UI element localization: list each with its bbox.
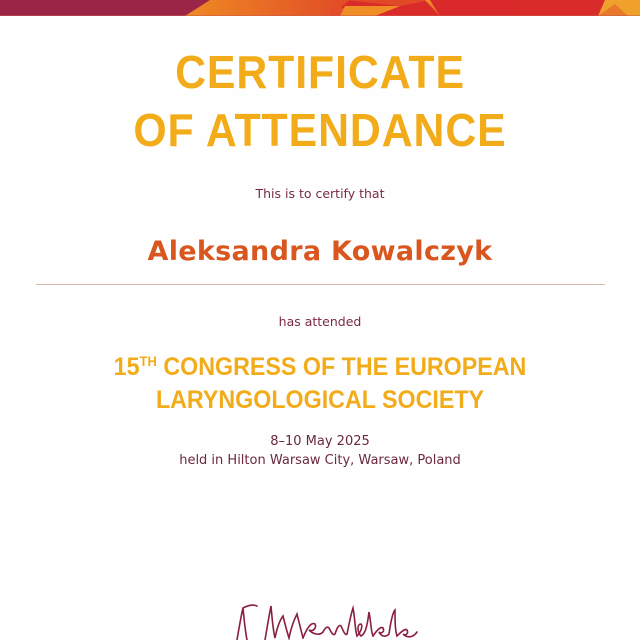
- certificate-title-line1: CERTIFICATE: [175, 46, 465, 98]
- banner-polygon-graphic: [0, 0, 640, 16]
- event-title-line2: LARYNGOLOGICAL SOCIETY: [155, 386, 485, 414]
- event-dates: 8–10 May 2025: [270, 434, 370, 449]
- name-divider-line: [36, 284, 605, 285]
- event-title-line1-rest: CONGRESS OF THE EUROPEAN: [156, 353, 527, 381]
- event-ordinal-number: 15: [113, 353, 140, 381]
- certificate-title-line2: OF ATTENDANCE: [133, 104, 507, 156]
- signature-image: [225, 598, 425, 640]
- event-title-line1: [22, 352, 617, 382]
- top-decorative-banner: [0, 0, 640, 16]
- certify-text: This is to certify that: [255, 186, 385, 201]
- attended-text: has attended: [278, 314, 362, 329]
- event-ordinal-suffix: TH: [139, 353, 157, 369]
- event-venue: held in Hilton Warsaw City, Warsaw, Poland: [179, 453, 461, 468]
- recipient-name: Aleksandra Kowalczyk: [147, 236, 493, 267]
